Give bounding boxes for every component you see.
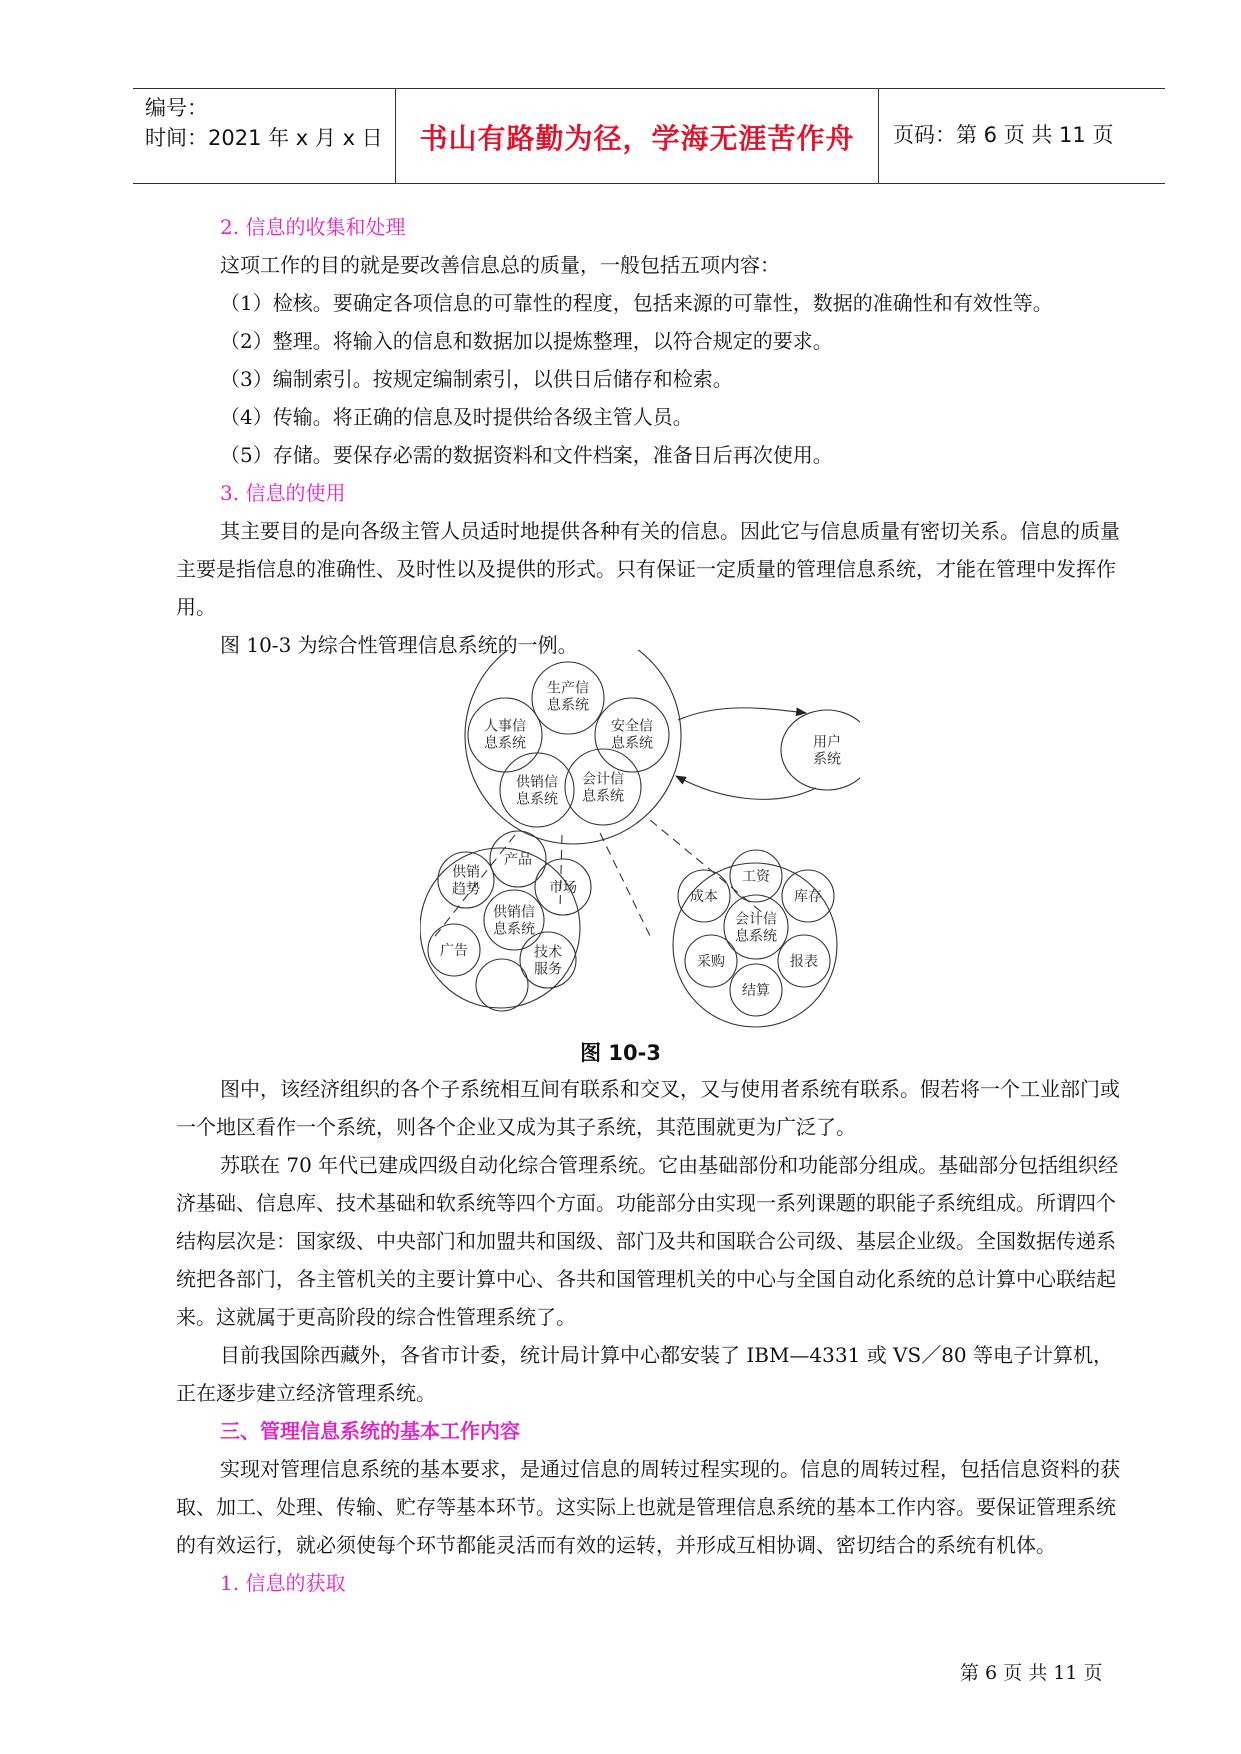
header-motto: 书山有路勤为径，学海无涯苦作舟 — [419, 122, 855, 155]
paragraph: 图 10-3 为综合性管理信息系统的一例。 — [220, 633, 578, 657]
left-node-label: 产品 — [504, 852, 532, 868]
diagram-labels — [440, 680, 841, 1000]
main-node-label: 会计信息系统 — [582, 771, 624, 805]
paragraph: 这项工作的目的就是要改善信息总的质量，一般包括五项内容： — [220, 253, 780, 277]
right-node-label: 成本 — [690, 889, 718, 905]
right-cluster-boundary — [673, 863, 837, 1027]
right-node-label: 会计信息系统 — [735, 911, 777, 945]
right-node-label: 采购 — [697, 954, 725, 970]
main-node-label: 生产信息系统 — [547, 680, 589, 714]
list-item: （5）存储。要保存必需的数据资料和文件档案，准备日后再次使用。 — [220, 443, 833, 467]
main-node-label: 供销信息系统 — [516, 774, 558, 808]
list-item: （3）编制索引。按规定编制索引，以供日后储存和检索。 — [220, 367, 733, 391]
paragraph: 其主要目的是向各级主管人员适时地提供各种有关的信息。因此它与信息质量有密切关系。信息的质量主要是指信息的准确性、及时性以及提供的形式。只有保证一定质量的管理信息系统，才能在管理中发挥作用。 — [176, 519, 1120, 619]
document-number-label: 编号： — [145, 96, 208, 120]
section-subheading: 1. 信息的获取 — [220, 1571, 346, 1595]
main-node-label: 人事信息系统 — [484, 718, 526, 752]
paragraph: 苏联在 70 年代已建成四级自动化综合管理系统。它由基础部份和功能部分组成。基础部分包括组织经济基础、信息库、技术基础和软系统等四个方面。功能部分由实现一系列课题的职能子系统组成。所谓四个结构层次是：国家级、中央部门和加盟共和国级、部门及共和国联合公司级、基层企业级。全国数据传递系统把各部门，各主管机关的主要计算中心、各共和国管理机关的中心与全国自动化系统的总计算中心联结起来。这就属于更高阶段的综合性管理系统了。 — [176, 1153, 1119, 1329]
right-node-label: 库存 — [794, 889, 822, 905]
left-node-label: 供销趋势 — [452, 864, 480, 898]
section-heading: 2. 信息的收集和处理 — [220, 215, 406, 239]
figure-caption: 图 10-3 — [580, 1041, 661, 1065]
page-header — [133, 88, 1165, 184]
left-node-label: 供销信息系统 — [493, 904, 535, 938]
section-heading: 3. 信息的使用 — [220, 481, 346, 505]
connector-line — [600, 833, 652, 940]
section-heading: 三、管理信息系统的基本工作内容 — [220, 1419, 520, 1443]
header-left-block — [145, 93, 383, 153]
left-node-label: 技术服务 — [534, 944, 562, 978]
page-footer: 第 6 页 共 11 页 — [960, 1662, 1103, 1684]
left-node-circle — [476, 959, 528, 1011]
document-time-label: 时间：2021 年 x 月 x 日 — [145, 126, 383, 150]
header-page-info: 页码：第 6 页 共 11 页 — [893, 123, 1114, 147]
right-node-label: 工资 — [742, 869, 770, 885]
paragraph: 实现对管理信息系统的基本要求，是通过信息的周转过程实现的。信息的周转过程，包括信息资料的获取、加工、处理、传输、贮存等基本环节。这实际上也就是管理信息系统的基本工作内容。要保证管理系统的有效运行，就必须使每个环节都能灵活而有效的运转，并形成互相协调、密切结合的系统有机体。 — [176, 1457, 1120, 1557]
upper-body-text — [176, 208, 1123, 664]
arrow-from-user — [676, 776, 816, 799]
right-node-label: 结算 — [742, 983, 770, 999]
system-diagram — [420, 650, 860, 1035]
left-node-label: 市场 — [549, 880, 577, 896]
header-divider — [878, 89, 879, 183]
list-item: （2）整理。将输入的信息和数据加以提炼整理，以符合规定的要求。 — [220, 329, 833, 353]
lower-body-text — [176, 1070, 1123, 1602]
list-item: （1）检核。要确定各项信息的可靠性的程度，包括来源的可靠性，数据的准确性和有效性等。 — [220, 291, 1053, 315]
arrow-to-user — [678, 708, 806, 720]
list-item: （4）传输。将正确的信息及时提供给各级主管人员。 — [220, 405, 693, 429]
paragraph: 目前我国除西藏外，各省市计委，统计局计算中心都安装了 IBM—4331 或 VS／80 等电子计算机，正在逐步建立经济管理系统。 — [176, 1343, 1113, 1405]
right-node-label: 报表 — [790, 954, 818, 970]
main-node-label: 安全信息系统 — [611, 718, 653, 752]
user-node-label: 用户系统 — [813, 734, 841, 768]
left-node-label: 广告 — [440, 943, 468, 959]
paragraph: 图中，该经济组织的各个子系统相互间有联系和交叉，又与使用者系统有联系。假若将一个工业部门或一个地区看作一个系统，则各个企业又成为其子系统，其范围就更为广泛了。 — [176, 1077, 1120, 1139]
connector-line — [560, 835, 562, 910]
